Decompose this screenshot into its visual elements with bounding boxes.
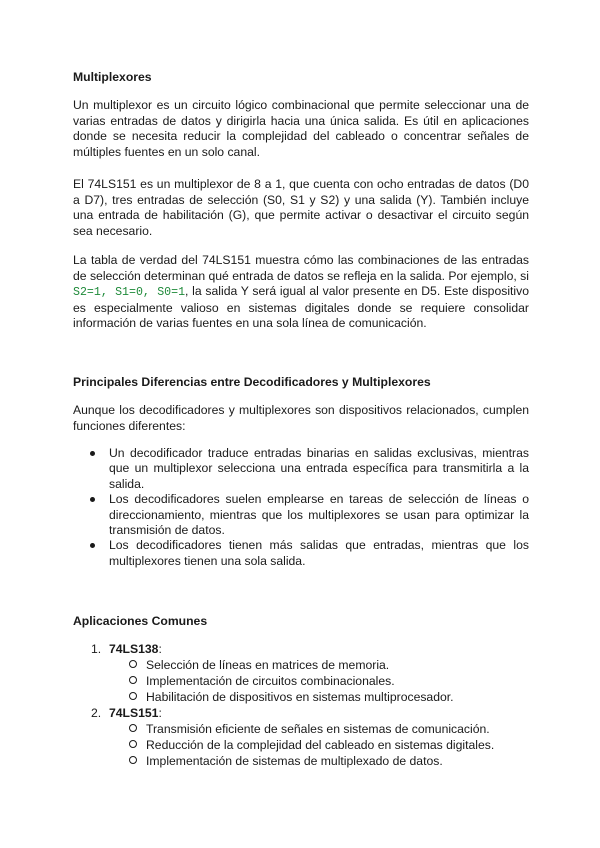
- item-suffix: :: [158, 706, 162, 720]
- hollow-bullet-icon: [129, 692, 137, 700]
- paragraph-74ls151-description: El 74LS151 es un multiplexor de 8 a 1, que cuenta con ocho entradas de datos (D0 a D7), tres entradas de selección (S0, S1 y S2) y una salida (Y). También incluye una entrada de habilitación (G), que permite activar o desactivar el circuito según sea necesario.: [73, 177, 529, 238]
- item-name: 74LS151: [109, 706, 159, 720]
- subitem-text: Habilitación de dispositivos en sistemas multiprocesador.: [146, 690, 454, 704]
- subitem-text: Implementación de circuitos combinacionales.: [146, 674, 395, 688]
- heading-diferencias: Principales Diferencias entre Decodificadores y Multiplexores: [73, 375, 431, 389]
- list-item: [89, 446, 529, 492]
- subitem: [129, 738, 494, 753]
- item-number: 1.: [91, 642, 102, 656]
- list-item-text: Los decodificadores tienen más salidas que entradas, mientras que los multiplexores tienen una sola salida.: [109, 538, 529, 568]
- subitem: [129, 722, 490, 737]
- subitem-text: Selección de líneas en matrices de memoria.: [146, 658, 390, 672]
- bullet-icon: [90, 543, 95, 548]
- hollow-bullet-icon: [129, 660, 137, 668]
- numbered-item-74ls138: [91, 642, 162, 657]
- subitem-text: Implementación de sistemas de multiplexado de datos.: [146, 754, 443, 768]
- hollow-bullet-icon: [129, 740, 137, 748]
- hollow-bullet-icon: [129, 676, 137, 684]
- subitem: [129, 754, 443, 769]
- list-item-text: Un decodificador traduce entradas binarias en salidas exclusivas, mientras que un multiplexor selecciona una entrada específica para transmitirla a la salida.: [109, 446, 529, 491]
- truth-table-text-after: , la salida Y será igual al valor presente en D5. Este dispositivo es especialmente valioso en sistemas digitales donde se requiere consolidar información de varias fuentes en una sola línea de comunicación.: [73, 284, 529, 331]
- list-item-text: Los decodificadores suelen emplearse en tareas de selección de líneas o direccionamiento, mientras que los multiplexores se usan para optimizar la transmisión de datos.: [109, 492, 529, 538]
- subitem: [129, 690, 454, 705]
- bullet-icon: [90, 497, 95, 502]
- bullet-icon: [90, 451, 95, 456]
- heading-aplicaciones: Aplicaciones Comunes: [73, 614, 208, 628]
- truth-table-text-before: La tabla de verdad del 74LS151 muestra cómo las combinaciones de las entradas de selección determinan qué entrada de datos se refleja en la salida. Por ejemplo, si: [73, 253, 529, 283]
- differences-list: [89, 446, 529, 569]
- hollow-bullet-icon: [129, 724, 137, 732]
- paragraph-truth-table: [73, 253, 529, 332]
- selection-code-example: S2=1, S1=0, S0=1: [73, 286, 186, 300]
- numbered-item-74ls151: [91, 706, 162, 721]
- list-item: [89, 538, 529, 569]
- item-name: 74LS138: [109, 642, 159, 656]
- heading-multiplexores: Multiplexores: [73, 70, 152, 84]
- subitem-text: Transmisión eficiente de señales en sistemas de comunicación.: [146, 722, 490, 736]
- item-suffix: :: [158, 642, 162, 656]
- paragraph-multiplexor-definition: Un multiplexor es un circuito lógico combinacional que permite seleccionar una de varias entradas de datos y dirigirla hacia una única salida. Es útil en aplicaciones donde se necesita reducir la complejidad del cableado o concentrar señales de múltiples fuentes en un solo canal.: [73, 98, 529, 159]
- hollow-bullet-icon: [129, 756, 137, 764]
- paragraph-diferencias-intro: Aunque los decodificadores y multiplexores son dispositivos relacionados, cumplen funciones diferentes:: [73, 403, 529, 433]
- list-item: [89, 492, 529, 538]
- subitem: [129, 674, 395, 689]
- subitem-text: Reducción de la complejidad del cableado en sistemas digitales.: [146, 738, 495, 752]
- subitem: [129, 658, 389, 673]
- item-number: 2.: [91, 706, 102, 720]
